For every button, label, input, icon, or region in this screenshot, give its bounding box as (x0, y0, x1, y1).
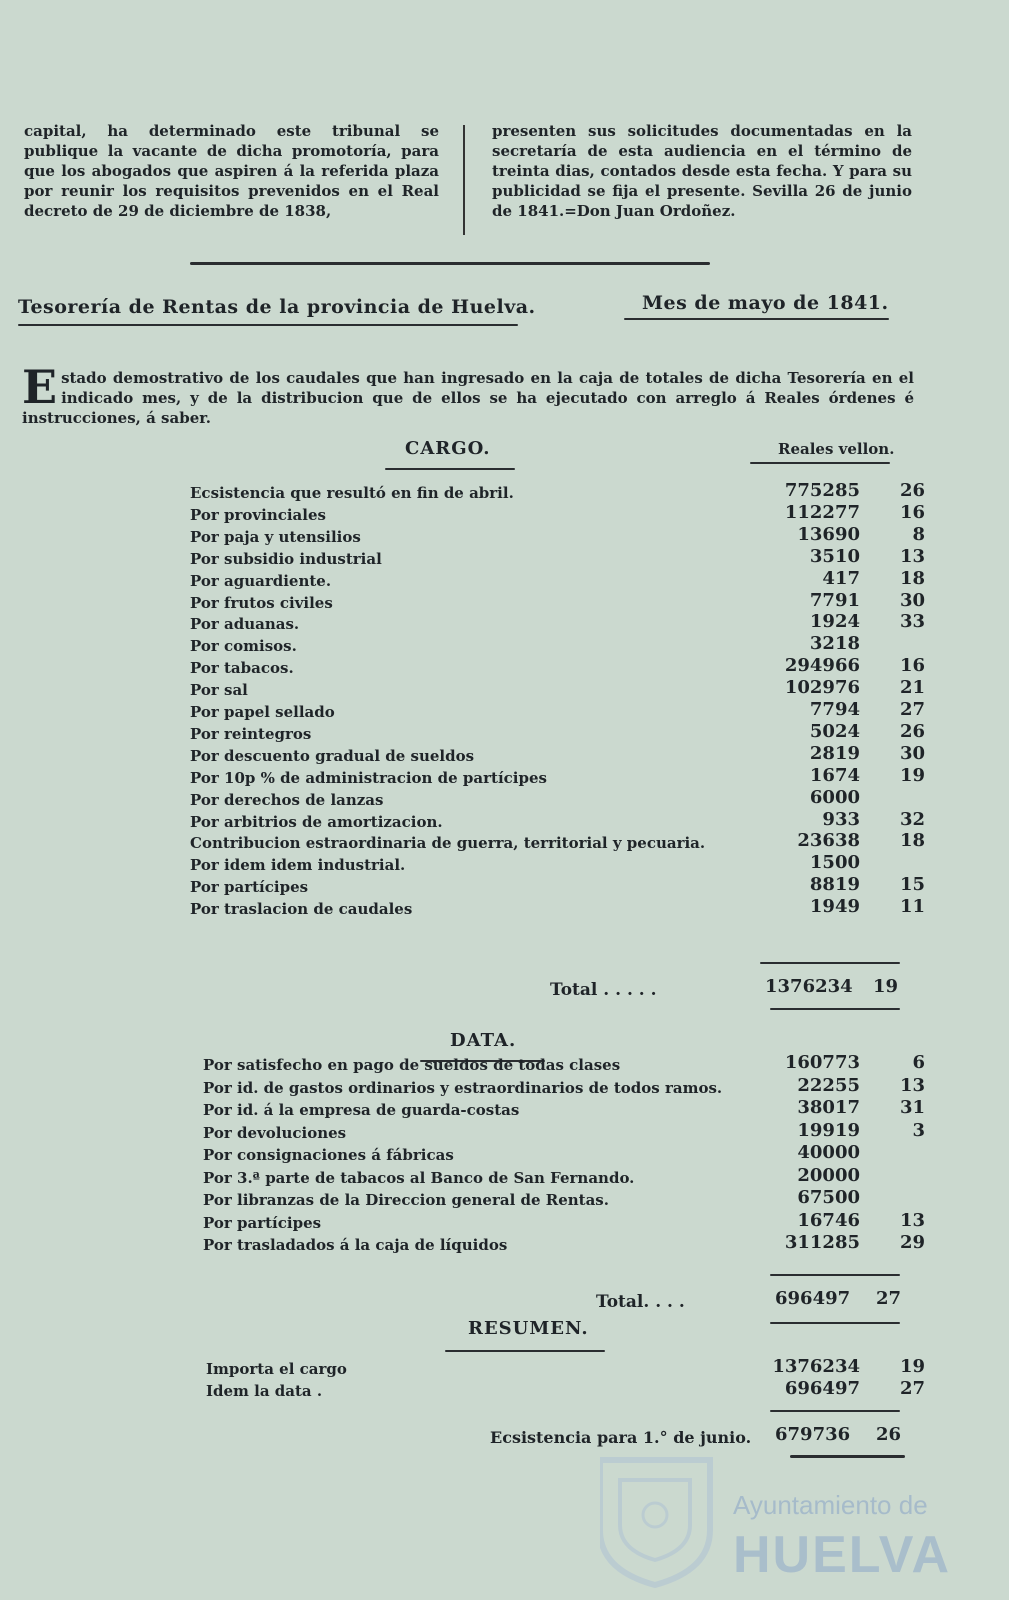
cargo-total-rule (760, 962, 900, 964)
resumen-title: RESUMEN. (468, 1318, 589, 1339)
cargo-row-label: Por comisos. (190, 637, 297, 656)
data-total-value: 696497 (775, 1288, 851, 1309)
cargo-row-label: Por derechos de lanzas (190, 790, 384, 809)
resumen-row-label: Importa el cargo (206, 1360, 347, 1378)
cargo-row (0, 896, 1009, 922)
cargo-total-underline (770, 1008, 900, 1010)
data-total-frac: 27 (876, 1288, 902, 1309)
cargo-row-fraction: 27 (899, 699, 925, 720)
resumen-row-value: 696497 (784, 1378, 860, 1399)
data_section-row-fraction: 31 (899, 1097, 925, 1118)
cargo-row-fraction: 33 (899, 611, 925, 633)
cargo-row-value: 1924 (809, 611, 860, 633)
cargo-row-value: 13690 (797, 523, 860, 545)
cargo-row-value: 7791 (809, 589, 860, 611)
cargo-row-fraction: 8 (912, 523, 925, 545)
intro-text: stado demostrativo de los caudales que han ingresado en la caja de totales de dicha Tesorería en el indicado mes, y de la distribucion que de ellos se ha ejecutado con arreglo á Reales órdenes é instrucciones, á saber. (22, 369, 914, 427)
data_section-row-label: Por 3.ª parte de tabacos al Banco de San Fernando. (203, 1168, 635, 1187)
treasury-title-underline (18, 324, 518, 326)
cargo-row-fraction: 18 (899, 830, 925, 852)
cargo-row-label: Por idem idem industrial. (190, 856, 406, 875)
cargo-row-fraction: 16 (899, 501, 925, 523)
cargo-row-fraction: 32 (899, 808, 925, 830)
data_section-row-fraction: 29 (899, 1232, 925, 1253)
cargo-title-rule (385, 468, 515, 470)
data-total-label: Total. . . . (596, 1292, 685, 1312)
cargo-row-value: 1500 (809, 852, 860, 874)
final-balance-value: 679736 (775, 1424, 851, 1445)
cargo-row-fraction: 18 (899, 567, 925, 589)
cargo-title: CARGO. (405, 438, 491, 459)
cargo-row-value: 775285 (784, 480, 860, 501)
resumen-title-rule (445, 1350, 605, 1352)
month-title-underline (624, 318, 889, 320)
cargo-total-label: Total . . . . . (550, 980, 657, 1000)
resumen-row-value: 1376234 (772, 1356, 860, 1377)
top-text-right: presenten sus solicitudes documentadas en la secretaría de esta audiencia en el término de treinta dias, contados desde esta fecha. Y para su publicidad se fija el presente. Sevilla 26 de junio de 1841.=Don Juan Ordoñez. (492, 122, 912, 220)
cargo-row-value: 2819 (809, 742, 860, 764)
column-divider (463, 125, 465, 235)
cargo-row-label: Ecsistencia que resultó en fin de abril. (190, 484, 514, 502)
final-balance-frac: 26 (876, 1424, 902, 1445)
cargo-row-fraction: 13 (899, 545, 925, 567)
cargo-row-value: 933 (822, 808, 860, 830)
cargo-row-fraction: 26 (899, 480, 925, 501)
cargo-row-value: 3218 (809, 633, 860, 655)
cargo-row-label: Por provinciales (190, 505, 326, 524)
watermark-line2: HUELVA (733, 1526, 952, 1584)
data_section-row-label: Por libranzas de la Direccion general de Rentas. (203, 1191, 609, 1209)
cargo-row-label: Por traslacion de caudales (190, 900, 413, 919)
cargo-row-label: Por papel sellado (190, 703, 335, 721)
cargo-row-fraction: 16 (899, 655, 925, 677)
month-title: Mes de mayo de 1841. (642, 292, 889, 314)
data_section-row-value: 22255 (797, 1074, 860, 1096)
data_section-row-label: Por devoluciones (203, 1123, 347, 1142)
data_section-row-value: 160773 (784, 1052, 860, 1073)
cargo-row-label: Contribucion estraordinaria de guerra, territorial y pecuaria. (190, 834, 706, 853)
watermark-line1: Ayuntamiento de (733, 1490, 928, 1520)
cargo-row-label: Por descuento gradual de sueldos (190, 746, 475, 765)
data_section-row (0, 1232, 1009, 1258)
data-title: DATA. (450, 1030, 517, 1051)
cargo-total-frac: 19 (873, 976, 899, 997)
data_section-row-fraction: 3 (912, 1119, 925, 1141)
cargo-row-label: Por aguardiente. (190, 571, 332, 590)
data_section-row-value: 67500 (797, 1187, 860, 1208)
data_section-row-value: 19919 (797, 1119, 860, 1141)
cargo-row-label: Por 10p % de administracion de partícipes (190, 768, 547, 787)
intro-paragraph (22, 360, 914, 428)
resumen-row-fraction: 19 (899, 1356, 925, 1377)
data_section-row-value: 16746 (797, 1209, 860, 1231)
cargo-row-value: 102976 (784, 677, 860, 699)
cargo-row-fraction: 11 (899, 896, 925, 918)
cargo-row-label: Por sal (190, 681, 248, 700)
reales-header-rule (750, 462, 890, 464)
cargo-row-fraction: 30 (899, 742, 925, 764)
cargo-row-label: Por tabacos. (190, 659, 294, 678)
data_section-row-label: Por satisfecho en pago de sueldos de todas clases (203, 1056, 621, 1074)
cargo-row-fraction: 26 (899, 720, 925, 742)
cargo-row-fraction: 19 (899, 764, 925, 786)
data_section-row-label: Por consignaciones á fábricas (203, 1146, 454, 1164)
cargo-row-label: Por partícipes (190, 878, 309, 897)
data_section-row-label: Por partícipes (203, 1213, 322, 1232)
cargo-row-value: 1949 (809, 896, 860, 918)
resumen-sum-rule (770, 1410, 900, 1412)
cargo-row-fraction: 30 (899, 589, 925, 611)
data-total-rule (770, 1274, 900, 1276)
data_section-row-fraction: 13 (899, 1209, 925, 1231)
cargo-row-value: 112277 (784, 501, 860, 523)
data_section-row-label: Por id. á la empresa de guarda-costas (203, 1101, 520, 1119)
cargo-row-value: 1674 (809, 764, 860, 786)
cargo-row-label: Por arbitrios de amortizacion. (190, 812, 443, 831)
cargo-total-value: 1376234 (765, 976, 853, 997)
resumen-row-label: Idem la data . (206, 1382, 323, 1400)
final-balance-label: Ecsistencia para 1.° de junio. (490, 1428, 752, 1447)
data_section-row-value: 40000 (797, 1142, 860, 1163)
data_section-row-label: Por id. de gastos ordinarios y estraordinarios de todos ramos. (203, 1078, 723, 1097)
data_section-row-value: 38017 (797, 1097, 860, 1118)
reales-vellon-header: Reales vellon. (778, 440, 895, 458)
data_section-row-fraction: 13 (899, 1074, 925, 1096)
treasury-title: Tesorería de Rentas de la provincia de Huelva. (18, 296, 536, 318)
intro-dropcap: E (22, 360, 58, 414)
cargo-row-value: 6000 (809, 786, 860, 808)
cargo-row-value: 7794 (809, 699, 860, 720)
data_section-row-value: 311285 (784, 1232, 860, 1253)
cargo-row-label: Por subsidio industrial (190, 549, 382, 568)
top-text-left: capital, ha determinado este tribunal se publique la vacante de dicha promotoría, para que los abogados que aspiren á la referida plaza por reunir los requisitos prevenidos en el Real decreto de 29 de diciembre de 1838, (24, 122, 439, 220)
cargo-row-value: 23638 (797, 830, 860, 852)
separator-rule (190, 262, 710, 265)
resumen-row-fraction: 27 (899, 1378, 925, 1399)
cargo-row-label: Por reintegros (190, 724, 312, 743)
resumen-top-rule (770, 1322, 900, 1324)
cargo-row-label: Por frutos civiles (190, 593, 333, 612)
resumen-row (0, 1378, 1009, 1404)
data_section-row-value: 20000 (797, 1164, 860, 1186)
data_section-row-fraction: 6 (912, 1052, 925, 1073)
cargo-row-label: Por paja y utensilios (190, 527, 361, 546)
cargo-row-fraction: 15 (899, 874, 925, 896)
cargo-row-value: 3510 (809, 545, 860, 567)
cargo-row-label: Por aduanas. (190, 615, 300, 634)
cargo-row-value: 294966 (784, 655, 860, 677)
cargo-row-value: 5024 (809, 720, 860, 742)
data_section-row-label: Por trasladados á la caja de líquidos (203, 1236, 508, 1254)
cargo-row-value: 8819 (809, 874, 860, 896)
cargo-row-fraction: 21 (899, 677, 925, 699)
cargo-row-value: 417 (822, 567, 860, 589)
